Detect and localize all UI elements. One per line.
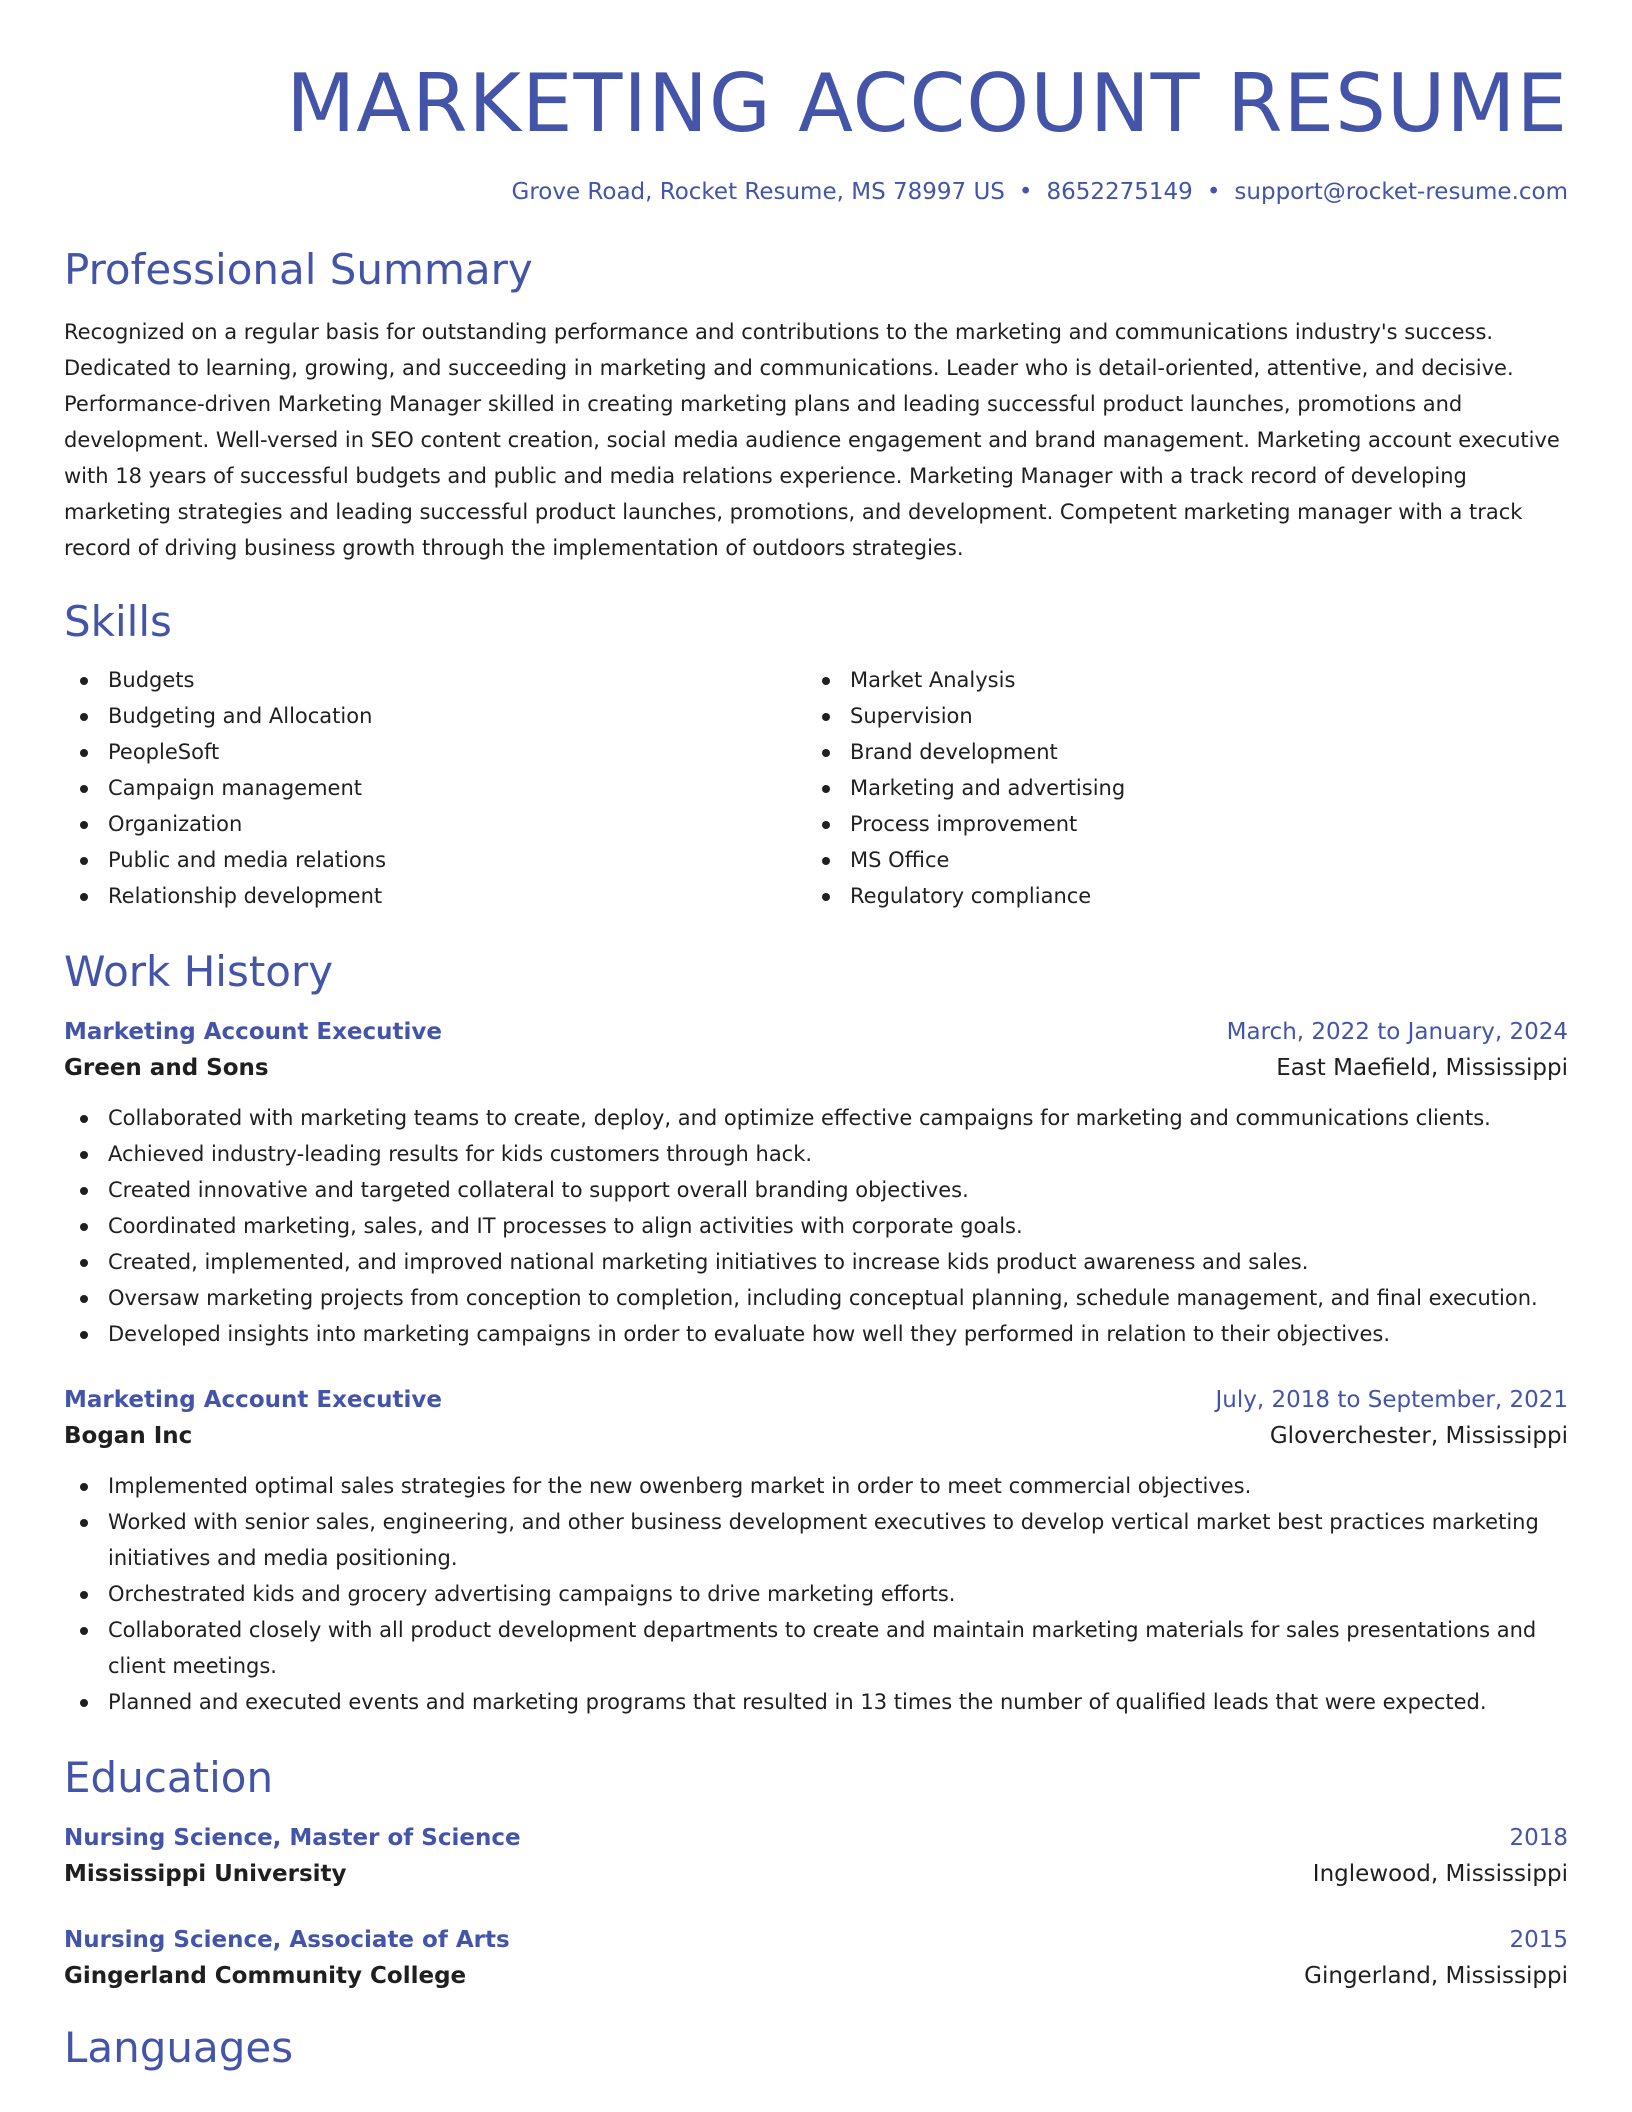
job-bullet: Worked with senior sales, engineering, and other business development executives to develop vertical market best practices marketing initiatives and media positioning.: [64, 1504, 1568, 1576]
job-title: Marketing Account Executive: [64, 1387, 442, 1413]
skill-item: Campaign management: [64, 770, 806, 806]
skill-item: Organization: [64, 806, 806, 842]
job-bullet: Coordinated marketing, sales, and IT processes to align activities with corporate goals.: [64, 1208, 1568, 1244]
job-bullet: Oversaw marketing projects from conception to completion, including conceptual planning, schedule management, and final execution.: [64, 1280, 1568, 1316]
skills-column-right: [806, 662, 1548, 914]
skill-item: PeopleSoft: [64, 734, 806, 770]
job-location: Gloverchester, Mississippi: [1269, 1423, 1568, 1449]
education-location: Gingerland, Mississippi: [1304, 1963, 1568, 1989]
education-location: Inglewood, Mississippi: [1312, 1861, 1568, 1887]
contact-separator: •: [1018, 179, 1033, 205]
education-year: 2018: [1509, 1825, 1568, 1851]
job-bullet: Planned and executed events and marketing programs that resulted in 13 times the number of qualified leads that were expected.: [64, 1684, 1568, 1720]
summary-heading: Professional Summary: [64, 245, 533, 294]
job-bullets: [64, 1100, 1568, 1352]
skills-list: [64, 662, 1568, 914]
summary-text: Recognized on a regular basis for outstanding performance and contributions to the marketing and communications industry's success. Dedicated to learning, growing, and succeeding in marketing and communications. Leader who is detail-oriented, attentive, and decisive. Performance-driven Marketing Manager skilled in creating marketing plans and leading successful product launches, promotions and development. Well-versed in SEO content creation, social media audience engagement and brand management. Marketing account executive with 18 years of successful budgets and public and media relations experience. Marketing Manager with a track record of developing marketing strategies and leading successful product launches, promotions, and development. Competent marketing manager with a track record of driving business growth through the implementation of outdoors strategies.: [64, 320, 1560, 560]
job-location: East Maefield, Mississippi: [1276, 1055, 1568, 1081]
job-bullet: Created, implemented, and improved national marketing initiatives to increase kids product awareness and sales.: [64, 1244, 1568, 1280]
skills-heading: Skills: [64, 597, 172, 646]
job-bullet: Developed insights into marketing campaigns in order to evaluate how well they performed in relation to their objectives.: [64, 1316, 1568, 1352]
job-dates: July, 2018 to September, 2021: [1215, 1387, 1568, 1413]
education-degree: Nursing Science, Master of Science: [64, 1825, 521, 1851]
contact-separator: •: [1206, 179, 1221, 205]
job-bullet: Implemented optimal sales strategies for the new owenberg market in order to meet commercial objectives.: [64, 1468, 1568, 1504]
skill-item: Marketing and advertising: [806, 770, 1548, 806]
education-entry: [64, 1820, 1568, 1892]
education-degree-row: [64, 1820, 1568, 1856]
resume-name: MARKETING ACCOUNT RESUME: [286, 57, 1568, 150]
job-title-row: [64, 1014, 1568, 1050]
skill-item: Regulatory compliance: [806, 878, 1548, 914]
contact-address: Grove Road, Rocket Resume, MS 78997 US: [511, 179, 1005, 205]
job-company-row: [64, 1418, 1568, 1454]
skill-item: Market Analysis: [806, 662, 1548, 698]
languages-heading: Languages: [64, 2023, 294, 2072]
job-entry: [64, 1014, 1568, 1352]
contact-phone: 8652275149: [1046, 179, 1193, 205]
job-bullet: Collaborated closely with all product development departments to create and maintain marketing materials for sales presentations and client meetings.: [64, 1612, 1568, 1684]
job-company: Green and Sons: [64, 1055, 269, 1081]
skill-item: MS Office: [806, 842, 1548, 878]
skill-item: Relationship development: [64, 878, 806, 914]
job-company-row: [64, 1050, 1568, 1086]
job-bullet: Achieved industry-leading results for kids customers through hack.: [64, 1136, 1568, 1172]
education-school: Mississippi University: [64, 1861, 347, 1887]
skill-item: Public and media relations: [64, 842, 806, 878]
education-entry: [64, 1922, 1568, 1994]
job-entry: [64, 1382, 1568, 1720]
job-company: Bogan Inc: [64, 1423, 193, 1449]
contact-line: [64, 176, 1568, 208]
education-school-row: [64, 1856, 1568, 1892]
contact-email[interactable]: support@rocket-resume.com: [1234, 179, 1568, 205]
job-bullet: Orchestrated kids and grocery advertising campaigns to drive marketing efforts.: [64, 1576, 1568, 1612]
education-degree-row: [64, 1922, 1568, 1958]
skill-item: Supervision: [806, 698, 1548, 734]
job-title-row: [64, 1382, 1568, 1418]
resume-page: [64, 0, 1568, 2074]
education-degree: Nursing Science, Associate of Arts: [64, 1927, 510, 1953]
skill-item: Budgets: [64, 662, 806, 698]
skills-column-left: [64, 662, 806, 914]
job-bullet: Collaborated with marketing teams to create, deploy, and optimize effective campaigns for marketing and communications clients.: [64, 1100, 1568, 1136]
work-history-heading: Work History: [64, 947, 334, 996]
education-school: Gingerland Community College: [64, 1963, 467, 1989]
job-bullets: [64, 1468, 1568, 1720]
skill-item: Budgeting and Allocation: [64, 698, 806, 734]
resume-header: [64, 0, 1568, 208]
job-dates: March, 2022 to January, 2024: [1226, 1019, 1568, 1045]
job-bullet: Created innovative and targeted collateral to support overall branding objectives.: [64, 1172, 1568, 1208]
education-heading: Education: [64, 1753, 274, 1802]
skill-item: Brand development: [806, 734, 1548, 770]
job-title: Marketing Account Executive: [64, 1019, 442, 1045]
skill-item: Process improvement: [806, 806, 1548, 842]
education-year: 2015: [1509, 1927, 1568, 1953]
education-school-row: [64, 1958, 1568, 1994]
